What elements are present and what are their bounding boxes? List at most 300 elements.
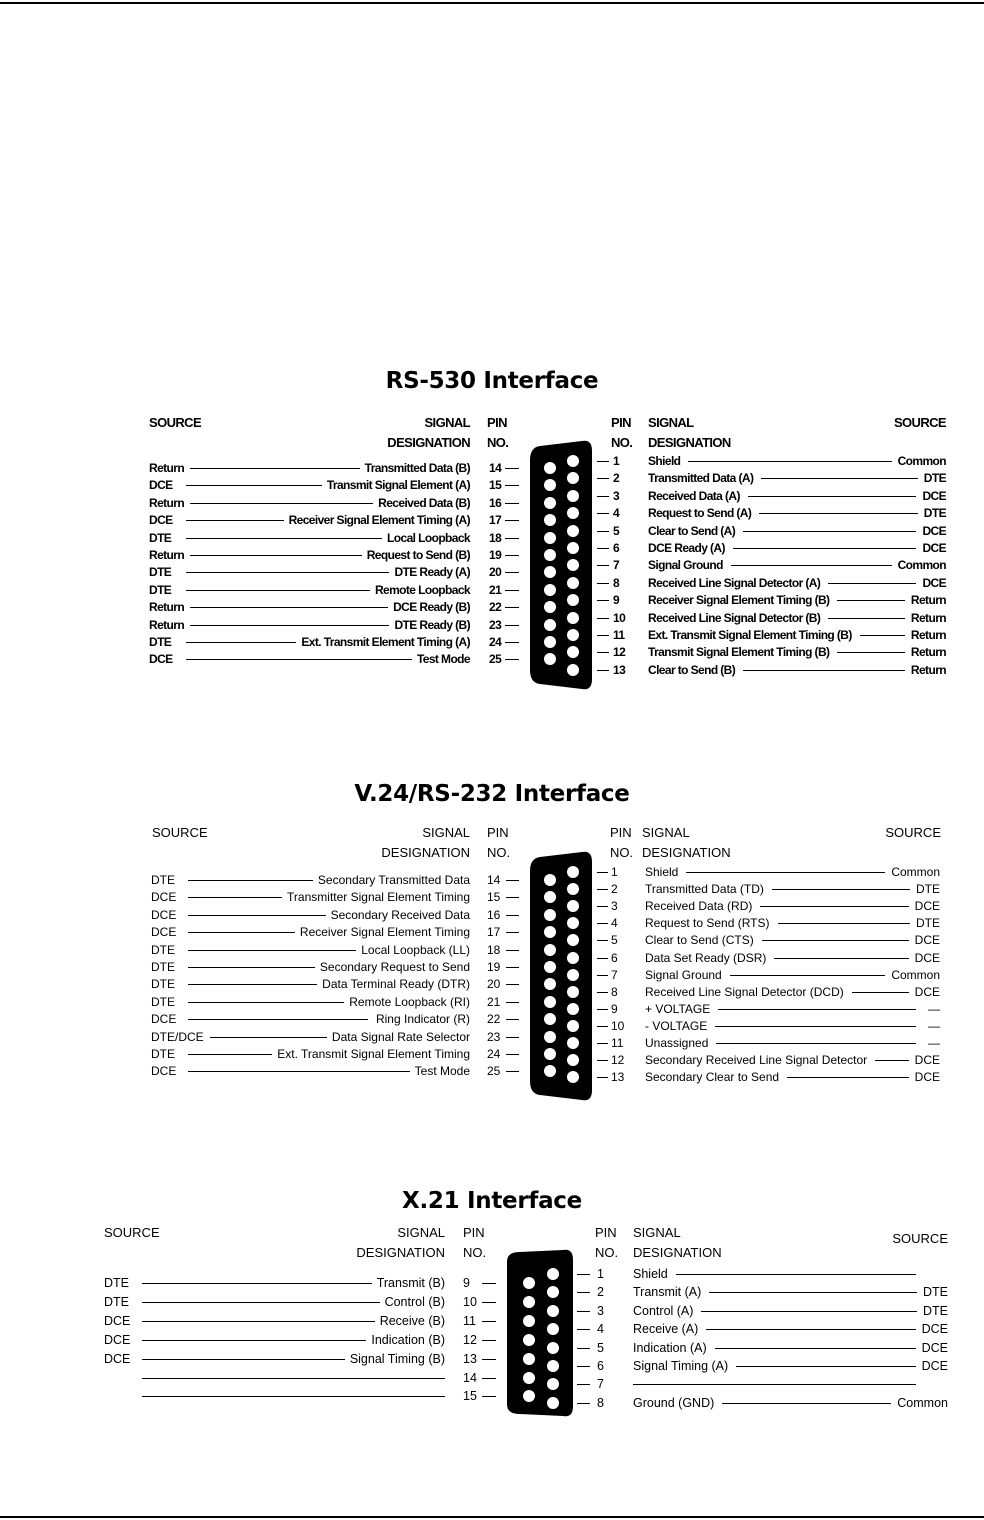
left-signal-line	[188, 915, 326, 916]
left-pin-header: PIN	[487, 415, 507, 430]
left-pin-lead	[506, 880, 519, 881]
left-source-label: DTE	[151, 960, 175, 974]
left-source-label: DTE	[151, 1047, 175, 1061]
right-signal-label: Request to Send (RTS)	[645, 916, 770, 931]
left-source-label: Return	[149, 461, 185, 475]
right-no-header: NO.	[595, 1245, 619, 1260]
right-source-label: Return	[910, 645, 946, 660]
left-pin-number: 19	[489, 548, 502, 562]
right-pin-lead	[597, 565, 609, 566]
right-signal-line	[686, 872, 885, 873]
left-signal-line	[186, 538, 382, 539]
right-pin-number: 2	[597, 1285, 604, 1300]
right-signal-label: Indication (A)	[633, 1340, 707, 1355]
right-pin-lead	[597, 1077, 608, 1078]
connector-pin-1	[567, 866, 579, 878]
right-signal-line	[731, 565, 892, 566]
right-source-label: Common	[891, 865, 940, 879]
right-signal-line	[772, 889, 910, 890]
right-pin-lead	[597, 940, 608, 941]
right-signal-label: Ext. Transmit Signal Element Timing (B)	[648, 628, 852, 642]
left-signal-line	[188, 1071, 410, 1072]
right-source-label: DCE	[914, 933, 940, 948]
left-pin-lead	[482, 1359, 496, 1360]
right-pin-number: 2	[613, 471, 620, 486]
right-pin-lead	[597, 1060, 608, 1061]
connector-pin-6	[567, 952, 579, 964]
right-pin-number: 3	[613, 488, 620, 503]
connector-pin-10	[567, 1020, 579, 1032]
left-pin-number: 14	[463, 1370, 477, 1385]
left-pin-number: 18	[487, 942, 501, 957]
right-signal-line	[736, 1366, 915, 1367]
right-pin-lead	[597, 496, 609, 497]
connector-pin-13	[523, 1353, 535, 1365]
right-pin-lead	[577, 1384, 590, 1385]
left-pin-number: 21	[489, 582, 502, 597]
right-signal-label: Transmitted Data (A)	[648, 471, 754, 486]
right-source-label: Common	[897, 558, 946, 573]
connector-pin-21	[544, 996, 556, 1008]
left-source-label: DCE	[151, 1064, 177, 1079]
left-pin-lead	[506, 1002, 519, 1003]
right-pin-number: 8	[597, 1395, 604, 1410]
left-source-label: Return	[149, 495, 185, 510]
right-pin-number: 3	[611, 899, 618, 914]
right-signal-header: SIGNAL	[648, 415, 694, 430]
right-signal-line	[875, 1060, 909, 1061]
left-signal-label: Control (B)	[384, 1294, 445, 1309]
right-source-label: DCE	[922, 541, 946, 555]
left-signal-label: Received Data (B)	[378, 495, 470, 510]
left-source-label: DTE	[149, 565, 172, 580]
right-source-label: DCE	[914, 1053, 940, 1068]
connector-pin-24	[544, 1048, 556, 1060]
left-designation-header: DESIGNATION	[381, 845, 470, 860]
right-no-header: NO.	[611, 435, 633, 450]
left-pin-number: 14	[489, 461, 502, 475]
right-signal-line	[709, 1292, 917, 1293]
right-signal-line	[715, 1026, 916, 1027]
right-signal-label: DCE Ready (A)	[648, 541, 725, 555]
left-pin-number: 15	[463, 1389, 477, 1404]
left-pin-lead	[505, 538, 519, 539]
left-source-label: DCE	[151, 907, 177, 922]
left-signal-line	[142, 1283, 372, 1284]
right-pin-lead	[577, 1366, 590, 1367]
right-designation-header: DESIGNATION	[642, 845, 731, 860]
right-signal-line	[837, 600, 905, 601]
left-signal-line	[188, 1002, 344, 1003]
left-pin-lead	[506, 1037, 519, 1038]
right-signal-line	[706, 1329, 915, 1330]
right-pin-lead	[597, 958, 608, 959]
right-pin-lead	[597, 1009, 608, 1010]
right-source-label: DCE	[914, 1070, 940, 1085]
right-signal-label: Transmitted Data (TD)	[645, 882, 764, 897]
right-pin-number: 7	[613, 558, 620, 573]
right-signal-label: Shield	[645, 865, 679, 879]
right-pin-lead	[577, 1348, 590, 1349]
right-signal-line	[760, 906, 908, 907]
left-pin-lead	[506, 897, 519, 898]
left-signal-line	[186, 642, 296, 643]
right-signal-line	[762, 940, 909, 941]
left-pin-number: 19	[487, 960, 501, 974]
left-signal-header: SIGNAL	[397, 1225, 445, 1240]
right-pin-number: 12	[613, 645, 626, 660]
right-source-label: DTE	[923, 471, 946, 486]
right-source-label: Common	[897, 454, 946, 468]
left-signal-label: Signal Timing (B)	[349, 1351, 445, 1366]
left-pin-lead	[505, 555, 519, 556]
db-connector-icon	[520, 437, 596, 693]
right-signal-label: Signal Ground	[645, 967, 722, 982]
connector-pin-11	[567, 1037, 579, 1049]
left-source-label: Return	[149, 548, 185, 562]
right-source-header: SOURCE	[892, 1231, 948, 1246]
left-source-label: DCE	[149, 513, 173, 528]
left-signal-line	[188, 1054, 272, 1055]
left-pin-lead	[506, 984, 519, 985]
left-pin-lead	[505, 607, 519, 608]
connector-pin-1	[547, 1268, 559, 1280]
connector-pin-9	[523, 1277, 535, 1289]
right-signal-label: Received Line Signal Detector (B)	[648, 610, 821, 625]
connector-pin-14	[523, 1372, 535, 1384]
right-pin-number: 3	[597, 1303, 604, 1318]
left-signal-label: Local Loopback	[387, 530, 470, 545]
right-pin-lead	[597, 583, 609, 584]
right-signal-label: Control (A)	[633, 1303, 694, 1318]
right-pin-lead	[597, 923, 608, 924]
left-signal-label: Remote Loopback	[374, 582, 470, 597]
right-signal-header: SIGNAL	[642, 825, 690, 840]
left-signal-line	[188, 950, 356, 951]
left-pin-lead	[506, 967, 519, 968]
right-pin-number: 8	[613, 575, 620, 590]
left-pin-number: 25	[487, 1064, 501, 1079]
left-pin-lead	[505, 642, 519, 643]
left-pin-lead	[505, 590, 519, 591]
right-signal-line	[774, 958, 908, 959]
left-pin-lead	[482, 1283, 496, 1284]
right-pin-lead	[577, 1292, 590, 1293]
connector-pin-18	[544, 944, 556, 956]
left-signal-label: Data Terminal Ready (DTR)	[322, 977, 470, 992]
left-pin-number: 20	[489, 565, 502, 580]
right-designation-header: DESIGNATION	[633, 1245, 722, 1260]
right-source-label: DCE	[922, 523, 946, 538]
left-pin-lead	[506, 1019, 519, 1020]
left-source-label: DTE/DCE	[151, 1029, 204, 1044]
right-signal-label: Transmit Signal Element Timing (B)	[648, 645, 830, 660]
connector-pin-10	[567, 612, 579, 624]
left-signal-label: Request to Send (B)	[366, 548, 470, 562]
right-signal-line	[828, 618, 905, 619]
left-signal-line	[142, 1396, 445, 1397]
right-pin-number: 7	[597, 1377, 604, 1392]
right-pin-number: 9	[611, 1001, 618, 1016]
left-pin-number: 11	[463, 1313, 476, 1328]
left-signal-label: Receiver Signal Element Timing	[299, 925, 470, 940]
left-source-header: SOURCE	[104, 1225, 160, 1240]
left-signal-line	[142, 1321, 375, 1322]
connector-pin-8	[547, 1397, 559, 1409]
left-signal-line	[190, 607, 388, 608]
right-signal-line	[733, 548, 917, 549]
right-signal-label: Received Line Signal Detector (DCD)	[645, 984, 844, 999]
right-pin-header: PIN	[610, 825, 632, 840]
right-pin-lead	[597, 478, 609, 479]
right-pin-header: PIN	[595, 1225, 617, 1240]
left-pin-lead	[482, 1302, 496, 1303]
left-signal-label: Data Signal Rate Selector	[331, 1029, 470, 1044]
right-pin-lead	[597, 670, 609, 671]
right-pin-number: 2	[611, 882, 618, 897]
db-connector-icon	[520, 848, 596, 1104]
right-pin-number: 7	[611, 967, 618, 982]
left-source-label: DTE	[151, 994, 175, 1009]
left-signal-label: Transmit (B)	[376, 1276, 445, 1290]
right-pin-number: 1	[613, 454, 620, 468]
right-signal-line	[761, 478, 917, 479]
left-no-header: NO.	[463, 1245, 487, 1260]
connector-pin-9	[567, 1003, 579, 1015]
right-pin-number: 11	[613, 628, 625, 642]
right-source-label: DCE	[921, 1340, 948, 1355]
left-signal-line	[142, 1359, 345, 1360]
connector-pin-3	[567, 490, 579, 502]
left-pin-lead	[506, 915, 519, 916]
connector-pin-3	[547, 1305, 559, 1317]
left-source-header: SOURCE	[152, 825, 208, 840]
right-pin-number: 6	[611, 950, 618, 965]
left-signal-line	[190, 503, 373, 504]
connector-pin-6	[567, 542, 579, 554]
left-pin-number: 14	[487, 873, 501, 887]
right-pin-number: 12	[611, 1053, 625, 1068]
right-signal-header: SIGNAL	[633, 1225, 681, 1240]
right-pin-number: 13	[611, 1070, 625, 1085]
right-signal-line	[716, 1043, 916, 1044]
right-signal-line	[748, 496, 917, 497]
right-pin-number: 1	[611, 865, 618, 879]
right-source-label: DCE	[914, 984, 940, 999]
right-signal-line	[828, 583, 916, 584]
left-source-label: DTE	[149, 530, 172, 545]
right-pin-number: 4	[611, 916, 618, 931]
left-pin-number: 22	[487, 1012, 501, 1027]
right-pin-number: 4	[597, 1322, 604, 1337]
right-signal-label: + VOLTAGE	[645, 1001, 711, 1016]
connector-pin-2	[567, 883, 579, 895]
right-signal-line	[743, 531, 916, 532]
left-pin-number: 23	[487, 1029, 501, 1044]
left-pin-lead	[482, 1396, 496, 1397]
right-source-label: —	[928, 1036, 940, 1050]
left-pin-lead	[505, 485, 519, 486]
left-designation-header: DESIGNATION	[356, 1245, 445, 1260]
connector-pin-8	[567, 986, 579, 998]
left-pin-number: 24	[489, 635, 502, 649]
right-signal-line	[837, 652, 905, 653]
right-pin-number: 1	[597, 1267, 604, 1281]
left-signal-line	[186, 485, 322, 486]
right-signal-label: Receiver Signal Element Timing (B)	[648, 593, 830, 608]
left-signal-line	[190, 555, 362, 556]
left-pin-lead	[505, 468, 519, 469]
right-designation-header: DESIGNATION	[648, 435, 731, 450]
right-pin-lead	[597, 461, 609, 462]
left-pin-lead	[506, 1054, 519, 1055]
right-source-label: DCE	[921, 1359, 948, 1373]
left-pin-header: PIN	[487, 825, 509, 840]
left-signal-line	[210, 1037, 327, 1038]
left-signal-line	[188, 932, 295, 933]
connector-pin-8	[567, 577, 579, 589]
connector-pin-18	[544, 532, 556, 544]
right-pin-number: 4	[613, 506, 620, 521]
left-pin-lead	[505, 503, 519, 504]
right-source-label: DTE	[916, 916, 940, 931]
right-signal-line	[759, 513, 918, 514]
right-pin-lead	[597, 872, 608, 873]
left-pin-lead	[505, 520, 519, 521]
right-pin-lead	[597, 652, 609, 653]
connector-pin-5	[567, 525, 579, 537]
right-pin-number: 13	[613, 662, 626, 677]
right-pin-lead	[597, 600, 609, 601]
right-no-header: NO.	[610, 845, 634, 860]
right-pin-lead	[577, 1311, 590, 1312]
left-signal-label: Ext. Transmit Signal Element Timing	[277, 1047, 470, 1061]
left-pin-lead	[482, 1378, 496, 1379]
left-signal-line	[186, 590, 370, 591]
connector-pin-12	[523, 1334, 535, 1346]
connector-pin-16	[544, 909, 556, 921]
right-signal-line	[787, 1077, 909, 1078]
right-signal-line	[718, 1009, 916, 1010]
right-pin-lead	[597, 906, 608, 907]
left-pin-number: 16	[489, 495, 502, 510]
left-pin-number: 16	[487, 907, 501, 922]
right-source-label: DTE	[923, 506, 946, 521]
right-pin-lead	[597, 889, 608, 890]
left-signal-label: Ring Indicator (R)	[375, 1012, 470, 1027]
section-title: X.21 Interface	[402, 1188, 582, 1214]
right-source-label: DTE	[916, 882, 940, 897]
left-signal-label: Test Mode	[416, 652, 470, 667]
right-pin-lead	[597, 1026, 608, 1027]
right-pin-number: 9	[613, 593, 620, 608]
right-pin-lead	[597, 513, 609, 514]
left-designation-header: DESIGNATION	[387, 435, 470, 450]
left-pin-lead	[482, 1321, 496, 1322]
connector-pin-11	[567, 629, 579, 641]
left-pin-number: 18	[489, 530, 502, 545]
right-signal-label: Shield	[648, 454, 681, 468]
connector-pin-23	[544, 619, 556, 631]
left-pin-number: 17	[489, 513, 502, 528]
left-source-label: DCE	[104, 1351, 131, 1366]
right-source-label: DCE	[921, 1322, 948, 1337]
left-signal-label: Local Loopback (LL)	[361, 942, 470, 957]
left-signal-label: Indication (B)	[371, 1332, 445, 1347]
connector-pin-7	[567, 969, 579, 981]
right-pin-number: 11	[611, 1036, 624, 1050]
right-signal-label: Request to Send (A)	[648, 506, 752, 521]
right-pin-lead	[597, 531, 609, 532]
left-signal-label: Ext. Transmit Element Timing (A)	[301, 635, 470, 649]
right-source-label: —	[928, 1018, 940, 1033]
right-pin-lead	[597, 635, 609, 636]
left-signal-line	[186, 572, 389, 573]
connector-pin-6	[547, 1360, 559, 1372]
left-source-label: DTE	[149, 582, 172, 597]
right-pin-lead	[597, 992, 608, 993]
right-signal-label: Received Data (A)	[648, 488, 740, 503]
right-signal-line	[852, 992, 909, 993]
right-signal-label: Received Line Signal Detector (A)	[648, 575, 821, 590]
right-source-label: Return	[910, 593, 946, 608]
left-source-label: DTE	[151, 977, 175, 992]
left-signal-label: DTE Ready (B)	[394, 617, 470, 632]
db-connector-icon	[497, 1246, 577, 1420]
left-pin-lead	[505, 625, 519, 626]
left-source-label: DCE	[104, 1332, 131, 1347]
left-signal-line	[188, 984, 317, 985]
right-source-header: SOURCE	[885, 825, 941, 840]
right-signal-line	[743, 670, 905, 671]
left-signal-label: Transmit Signal Element (A)	[326, 478, 470, 493]
left-pin-number: 23	[489, 617, 502, 632]
right-signal-line	[633, 1384, 916, 1385]
connector-pin-19	[544, 961, 556, 973]
left-pin-number: 12	[463, 1332, 477, 1347]
right-pin-number: 5	[613, 523, 620, 538]
right-signal-label: Ground (GND)	[633, 1395, 715, 1410]
left-signal-label: Secondary Transmitted Data	[317, 873, 470, 887]
left-signal-label: Receiver Signal Element Timing (A)	[288, 513, 470, 528]
left-no-header: NO.	[487, 435, 509, 450]
right-signal-line	[701, 1311, 917, 1312]
left-source-label: DTE	[104, 1294, 129, 1309]
left-signal-header: SIGNAL	[422, 825, 470, 840]
right-signal-line	[778, 923, 910, 924]
connector-pin-16	[544, 497, 556, 509]
left-signal-label: DCE Ready (B)	[393, 600, 470, 615]
right-source-header: SOURCE	[893, 415, 946, 430]
left-pin-lead	[505, 659, 519, 660]
right-signal-label: Receive (A)	[633, 1322, 699, 1337]
left-signal-line	[188, 967, 315, 968]
left-pin-lead	[505, 572, 519, 573]
left-source-label: DCE	[151, 925, 177, 940]
right-source-label: DCE	[914, 950, 940, 965]
right-pin-number: 10	[613, 610, 626, 625]
left-source-label: DTE	[151, 942, 175, 957]
left-pin-lead	[482, 1340, 496, 1341]
right-signal-label: Secondary Clear to Send	[645, 1070, 780, 1085]
left-pin-number: 20	[487, 977, 501, 992]
left-signal-label: Transmitted Data (B)	[364, 461, 470, 475]
connector-pin-1	[567, 455, 579, 467]
connector-pin-10	[523, 1296, 535, 1308]
left-signal-label: Secondary Request to Send	[319, 960, 470, 974]
left-signal-header: SIGNAL	[424, 415, 470, 430]
left-pin-number: 15	[489, 478, 502, 493]
